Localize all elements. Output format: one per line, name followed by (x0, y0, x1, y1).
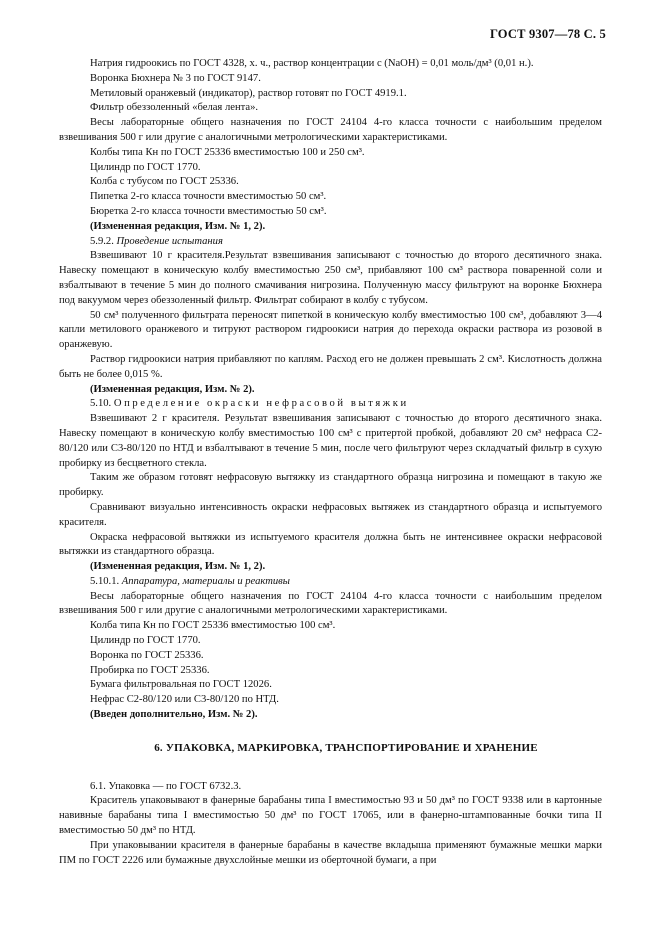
clause-number: 5.9.2. (90, 235, 117, 247)
paragraph (90, 397, 602, 412)
paragraph (90, 575, 602, 590)
section-5-text (59, 57, 602, 723)
section-6-title: 6. УПАКОВКА, МАРКИРОВКА, ТРАНСПОРТИРОВАНИЕ И ХРАНЕНИЕ (154, 741, 538, 754)
paragraph: При упаковывании красителя в фанерные барабаны в качестве вкладыша применяют бумажные мешки марки ПМ по ГОСТ 2226 или бумажные двухслойные мешки из оберточной бумаги, а при (59, 839, 602, 866)
paragraph: Бюретка 2-го класса точности вместимостью 50 см³. (90, 205, 327, 217)
paragraph: Фильтр обеззоленный «белая лента». (90, 102, 259, 114)
paragraph: (Измененная редакция, Изм. № 1, 2). (90, 561, 266, 573)
paragraph: Весы лабораторные общего назначения по ГОСТ 24104 4-го класса точности с наибольшим пределом взвешивания 500 г или другие с аналогичными метрологическими характеристиками. (59, 117, 602, 143)
page-header: ГОСТ 9307—78 С. 5 (489, 27, 606, 41)
paragraph: Окраска нефрасовой вытяжки из испытуемого красителя должна быть не интенсивнее окраски нефрасовой вытяжки из стандартного образца. (59, 531, 602, 558)
paragraph: Раствор гидроокиси натрия прибавляют по каплям. Расход его не должен превышать 2 см³. Кислотность должна быть не более 0,015 %. (59, 353, 602, 380)
clause-title: Аппаратура, материалы и реактивы (121, 575, 290, 587)
paragraph: (Введен дополнительно, Изм. № 2). (90, 709, 258, 721)
paragraph: Воронка по ГОСТ 25336. (90, 649, 204, 661)
paragraph: Цилиндр по ГОСТ 1770. (90, 161, 201, 173)
paragraph: Натрия гидроокись по ГОСТ 4328, х. ч., раствор концентрации c (NaOH) = 0,01 моль/дм³ (0,01 н.). (90, 58, 534, 69)
paragraph: (Измененная редакция, Изм. № 1, 2). (90, 220, 266, 232)
paragraph: Пробирка по ГОСТ 25336. (90, 664, 210, 676)
paragraph: Цилиндр по ГОСТ 1770. (90, 635, 201, 647)
paragraph: Нефрас С2-80/120 или С3-80/120 по НТД. (90, 694, 279, 706)
paragraph: Колба типа Кн по ГОСТ 25336 вместимостью 100 см³. (90, 620, 336, 632)
paragraph: Колбы типа Кн по ГОСТ 25336 вместимостью 100 и 250 см³. (90, 146, 365, 158)
clause-number: 5.10. (90, 398, 114, 410)
paragraph: Взвешивают 2 г красителя. Результат взвешивания записывают с точностью до второго десятичного знака. Навеску помещают в коническую колбу вместимостью 100 см³ с притертой пробкой, добавляют 20 см³ нефраса С2-80/120 или С3-80/120 по НТД и взбалтывают в течение 5 мин, после чего фильтруют через складчатый фильтр в сухую пробирку из бесцветного стекла. (59, 413, 602, 469)
paragraph: Сравнивают визуально интенсивность окраски нефрасовых вытяжек из стандартного образца и испытуемого красителя. (59, 501, 602, 528)
paragraph: Таким же образом готовят нефрасовую вытяжку из стандартного образца нигрозина и помещают в такую же пробирку. (59, 472, 602, 499)
clause-title: Проведение испытания (116, 235, 223, 247)
paragraph: Пипетка 2-го класса точности вместимостью 50 см³. (90, 191, 327, 203)
paragraph: 6.1. Упаковка — по ГОСТ 6732.3. (90, 780, 242, 792)
paragraph: Весы лабораторные общего назначения по ГОСТ 24104 4-го класса точности с наибольшим пределом взвешивания 500 г или другие с аналогичными метрологическими характеристиками. (59, 590, 602, 617)
clause-number: 5.10.1. (90, 575, 122, 587)
paragraph: Краситель упаковывают в фанерные барабаны типа I вместимостью 93 и 50 дм³ по ГОСТ 9338 или в картонные навивные барабаны типа I вместимостью 50 дм³ по ГОСТ 17065, или в фанерно-штампованные бочки типа II вместимостью 50 дм³ по НТД. (59, 795, 602, 837)
paragraph: Взвешивают 10 г красителя.Результат взвешивания записывают с точностью до второго десятичного знака. Навеску помещают в коническую колбу вместимостью 250 см³, прибавляют 100 см³ раствора поваренной соли и взбалтывают в течение 5 мин до полного смачивания нигрозина. Полученную массу фильтруют на воронке Бюхнера под вакуумом через обеззоленный фильтр. Фильтрат собирают в колбу с тубусом. (59, 250, 602, 306)
paragraph: Колба с тубусом по ГОСТ 25336. (90, 176, 239, 188)
clause-title: Определение окраски нефрасовой вытяжки (113, 398, 409, 410)
paragraph: Бумага фильтровальная по ГОСТ 12026. (90, 679, 272, 691)
document-body (59, 57, 602, 868)
paragraph (90, 235, 602, 250)
paragraph: Метиловый оранжевый (индикатор), раствор готовят по ГОСТ 4919.1. (90, 87, 407, 99)
paragraph: 50 см³ полученного фильтрата переносят пипеткой в коническую колбу вместимостью 100 см³, добавляют 3—4 капли метилового оранжевого и титруют раствором гидроокиси натрия до перехода окраски раствора из розовой в оранжевую. (59, 309, 602, 351)
paragraph: Воронка Бюхнера № 3 по ГОСТ 9147. (90, 72, 261, 84)
paragraph: (Измененная редакция, Изм. № 2). (90, 383, 255, 395)
section-6-text (59, 780, 602, 869)
